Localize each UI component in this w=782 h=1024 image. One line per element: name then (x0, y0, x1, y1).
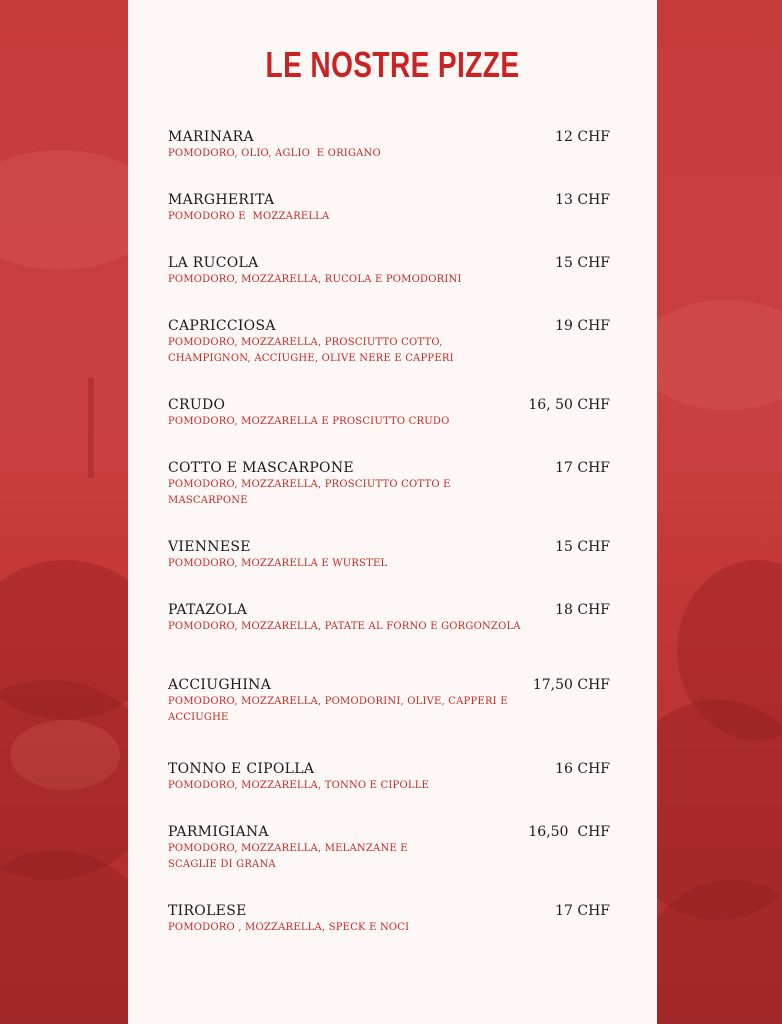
pizza-ingredients: POMODORO, MOZZARELLA, RUCOLA E POMODORINI (168, 274, 462, 285)
pizza-name: TIROLESE (168, 903, 247, 919)
menu-item-viennese (168, 539, 610, 572)
menu-sheet (128, 0, 657, 1024)
pizza-ingredients: POMODORO, OLIO, AGLIO E ORIGANO (168, 148, 381, 159)
pizza-ingredients: POMODORO , MOZZARELLA, SPECK E NOCI (168, 922, 410, 933)
menu-item-tirolese (168, 903, 610, 936)
pizza-name: ACCIUGHINA (168, 677, 272, 693)
pizza-price: 15 CHF (555, 539, 610, 555)
pizza-ingredients: POMODORO, MOZZARELLA E WURSTEL (168, 558, 388, 569)
page-title: LE NOSTRE PIZZE (265, 44, 520, 85)
pizza-ingredients: POMODORO, MOZZARELLA, TONNO E CIPOLLE (168, 780, 430, 791)
pizza-ingredients: POMODORO, MOZZARELLA, POMODORINI, OLIVE, CAPPERI E ACCIUGHE (168, 696, 508, 723)
pizza-price: 17,50 CHF (532, 677, 610, 693)
pizza-name: VIENNESE (168, 539, 251, 555)
pizza-ingredients: POMODORO, MOZZARELLA, PROSCIUTTO COTTO, CHAMPIGNON, ACCIUGHE, OLIVE NERE E CAPPERI (168, 337, 454, 364)
tower-silhouette (88, 378, 94, 478)
pizza-ingredients: POMODORO, MOZZARELLA, PATATE AL FORNO E GORGONZOLA (168, 621, 521, 632)
pizza-price: 15 CHF (555, 255, 610, 271)
menu-item-parmigiana (168, 824, 610, 873)
pizza-price: 17 CHF (555, 460, 610, 476)
menu-item-tonno-e-cipolla (168, 761, 610, 794)
pizza-name: COTTO E MASCARPONE (168, 460, 354, 476)
right-background-panel (657, 0, 782, 1024)
pizza-price: 16 CHF (555, 761, 610, 777)
pizza-price: 16, 50 CHF (528, 397, 610, 413)
menu-item-acciughina (168, 677, 610, 726)
menu-item-cotto-e-mascarpone (168, 460, 610, 509)
menu-item-crudo (168, 397, 610, 430)
pizza-price: 18 CHF (555, 602, 610, 618)
pizza-name: PARMIGIANA (168, 824, 269, 840)
pizza-name: MARGHERITA (168, 192, 275, 208)
pizza-name: CAPRICCIOSA (168, 318, 276, 334)
pizza-price: 12 CHF (555, 129, 610, 145)
menu-item-capricciosa (168, 318, 610, 367)
pizza-price: 16,50 CHF (528, 824, 610, 840)
pizza-name: PATAZOLA (168, 602, 248, 618)
pizza-price: 13 CHF (555, 192, 610, 208)
pizza-ingredients: POMODORO, MOZZARELLA, MELANZANE E SCAGLIE DI GRANA (168, 843, 408, 870)
pizza-name: TONNO E CIPOLLA (168, 761, 315, 777)
menu-item-la-rucola (168, 255, 610, 288)
pizza-name: CRUDO (168, 397, 226, 413)
pizza-ingredients: POMODORO, MOZZARELLA E PROSCIUTTO CRUDO (168, 416, 450, 427)
pizza-ingredients: POMODORO, MOZZARELLA, PROSCIUTTO COTTO E MASCARPONE (168, 479, 451, 506)
menu-item-marinara (168, 129, 610, 162)
menu-item-margherita (168, 192, 610, 225)
left-background-panel (0, 0, 128, 1024)
pizza-ingredients: POMODORO E MOZZARELLA (168, 211, 330, 222)
menu-item-patazola (168, 602, 610, 635)
pizza-price: 19 CHF (555, 318, 610, 334)
pizza-name: LA RUCOLA (168, 255, 259, 271)
pizza-name: MARINARA (168, 129, 254, 145)
pizza-price: 17 CHF (555, 903, 610, 919)
